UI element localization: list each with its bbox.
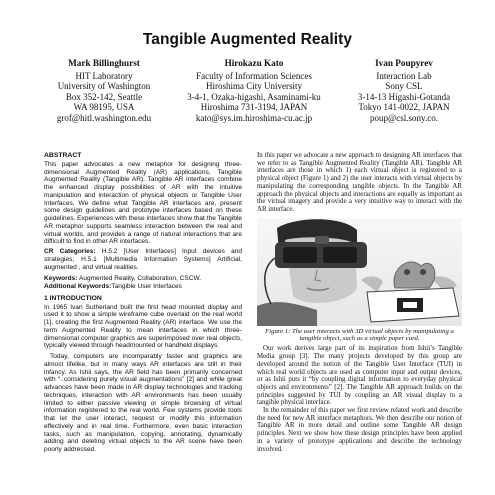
additional-keywords-text: Tangible User Interfaces [111, 283, 182, 290]
author-kato [179, 58, 329, 124]
author-address: Box 352-142, Seattle [65, 91, 143, 102]
paper-title: Tangible Augmented Reality [142, 31, 353, 48]
body-paragraph: Our work derives large part of its inspiration from Ishii’s Tangible Media group [3]. The many projects developed by this group are developed around the notion of the Tangible User Interface (TUI) in which real world objects are used as computer input and output devices, or as Ishii puts it “by coupling digital information to everyday physical objects and environments” [2]. The Tangible AR approach builds on the principles suggested by TUI by coupling an AR visual display to a tangible physical interface. [257, 345, 462, 407]
body-paragraph: In the remainder of this paper we first review related work and describe the need for new AR interface metaphors. We then describe our notion of Tangible AR in more detail and outline some Tangible AR design principles. Next we show how these design principles have been applied in a variety of prototype applications and describe the technology involved. [257, 407, 462, 453]
cr-categories-text: H.5.2 [User Interfaces] Input devices and strategies; H.5.1 [Multimedia Information Systems] Artificial, augmented , and virtual realities. [44, 248, 242, 271]
author-address: WA 98195, USA [73, 102, 135, 113]
author-institution: Hiroshima City University [206, 81, 302, 92]
author-affiliation: Interaction Lab [376, 70, 432, 81]
author-address: Tokyo 141-0022, JAPAN [358, 102, 450, 113]
left-column [44, 152, 242, 454]
author-affiliation: Faculty of Information Sciences [196, 70, 312, 81]
author-poupyrev [344, 58, 464, 124]
author-address: Hiroshima 731-3194, JAPAN [200, 102, 308, 113]
author-email: kato@sys.im.hiroshima-cu.ac.jp [195, 112, 313, 123]
figure-1-caption: Figure 1: The user interacts with 3D virtual objects by manipulating a tangible object, such as a simple paper card. [265, 327, 454, 343]
right-column [257, 152, 462, 453]
author-name: Hirokazu Kato [224, 58, 284, 68]
author-email: grof@hitl.washington.edu [56, 112, 152, 123]
author-email: poup@csl.sony.co. [370, 112, 438, 123]
author-billinghurst [44, 58, 164, 124]
additional-keywords [44, 283, 242, 291]
figure-1-photo [257, 218, 462, 326]
additional-keywords-label: Additional Keywords: [44, 283, 112, 290]
author-name: Mark Billinghurst [68, 58, 140, 68]
cr-categories-label: CR Categories: [44, 248, 96, 255]
introduction-paragraph: Today, computers are incomparably faster and graphics are almost lifelike, but in many ways AR interfaces are still in their infancy. As Ishii says, the AR field has been primarily concerned with “..considering purely visual augmentations” [2] and while great advances have been made in AR display technologies and tracking techniques, interaction with AR environments has been usually limited to either passive viewing or simple browsing of virtual information registered to the real world. Few systems provide tools that let the user interact, request or modify this information effectively and in real time. Furthermore, even basic interaction tasks, such as manipulation, copying, annotating, dynamically adding and deleting virtual objects to the AR scene have been poorly addressed. [44, 353, 242, 453]
author-affiliation: HIT Laboratory [75, 70, 133, 81]
author-institution: University of Washington [57, 81, 151, 92]
keywords-text: Augmented Reality, Collaboration, CSCW. [78, 275, 202, 283]
author-block [44, 58, 464, 124]
cr-categories [44, 248, 242, 271]
abstract-heading: ABSTRACT [44, 152, 82, 159]
introduction-heading: 1 INTRODUCTION [44, 294, 102, 302]
author-name: Ivan Poupyrev [375, 58, 433, 68]
body-paragraph: In this paper we advocate a new approach to designing AR interfaces that we refer to as Tangible Augmented Reality (Tangible AR). Tangible AR interfaces are those in which 1) each virtual object is registered to a physical object (Figure 1) and 2) the user interacts with virtual objects by manipulating the corresponding tangible objects. In the Tangible AR approach the physical objects and interactions are equally as important as the virtual imagery and provide a very intuitive way to interact with the AR interface. [257, 152, 462, 213]
author-address: 3-4-1, Ozaka-higashi, Asaminami-ku [187, 91, 321, 102]
keywords-label: Keywords: [44, 275, 78, 283]
figure-1 [257, 218, 462, 326]
author-institution: Sony CSL [385, 81, 423, 92]
abstract-text: This paper advocates a new metaphor for designing three-dimensional Augmented Reality (AR) applications, Tangible Augmented Reality (Tangible AR). Tangible AR interfaces combine the enhanced display possibilities of AR with the intuitive manipulation and interaction of physical objects or Tangible User Interfaces. We define what Tangible AR interfaces are, present some design guidelines and prototype interfaces based on these guidelines. Experiences with these interfaces show that the Tangible AR metaphor supports seamless interaction between the real and virtual worlds, and provides a range of natural interactions that are difficult to find in other AR interfaces. [44, 160, 242, 246]
introduction-paragraph: In 1965 Ivan Sutherland built the first head mounted display and used it to show a simple wireframe cube overlaid on the real world [1], creating the first Augmented Reality (AR) interface. We use the term Augmented Reality to mean interfaces in which three-dimensional computer graphics are superimposed over real objects, typically viewed through headmounted or handheld displays. [44, 303, 242, 350]
keywords [44, 275, 242, 283]
author-address: 3-14-13 Higashi-Gotanda [357, 91, 451, 102]
